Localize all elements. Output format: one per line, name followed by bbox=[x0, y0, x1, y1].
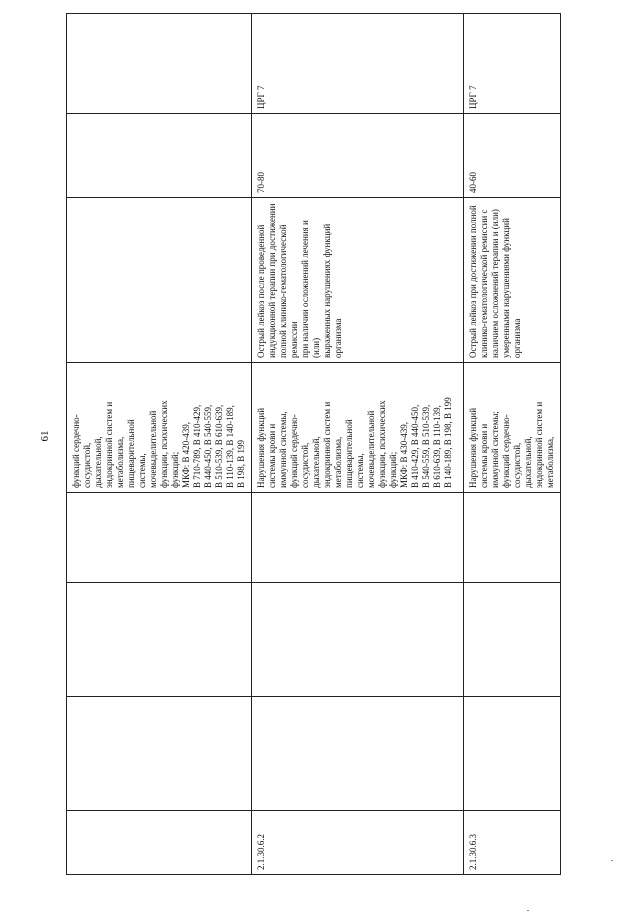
rotated-table-container bbox=[66, 14, 555, 875]
cell-code: 2.1.30.6.3 bbox=[464, 811, 561, 875]
scan-speck bbox=[611, 860, 613, 861]
cell-empty bbox=[252, 583, 464, 697]
cell-cpg bbox=[67, 14, 252, 114]
scan-speck bbox=[527, 910, 529, 911]
cell-code: 2.1.30.6.2 bbox=[252, 811, 464, 875]
cell-cpg: ЦРГ 7 bbox=[464, 14, 561, 114]
table-row bbox=[252, 14, 464, 875]
table-row bbox=[67, 14, 252, 875]
cell-description: Острый лейкоз при достижении полной клинико-гематологической ремиссии с наличием осложнений терапии и (или) умеренными нарушениями функций организма bbox=[464, 198, 561, 363]
cell-disorders: Нарушения функций системы крови и иммунной системы, функций сердечно- сосудистой, дыхательной, эндокринной систем и метаболизма, пищеварительной системы, мочевыделительной функции, психических функций; МКФ: В 430-439, В 410-429, В 440-450, В 540-559, В 510-539, В 610-639, В 110-139, В 140-189, В 198, В 199 bbox=[252, 363, 464, 493]
cell-description: Острый лейкоз после проведенной индукционной терапии при достижении полной клинико-гематологической ремиссии при наличии осложнений лечения и (или) выраженных нарушениях функций организма bbox=[252, 198, 464, 363]
table-row bbox=[464, 14, 561, 875]
cell-empty bbox=[464, 697, 561, 811]
cell-empty bbox=[67, 493, 252, 583]
cell-percent: 40-60 bbox=[464, 114, 561, 198]
cell-empty bbox=[252, 697, 464, 811]
cell-percent: 70-80 bbox=[252, 114, 464, 198]
cell-disorders: Нарушения функций системы крови и иммунной системы; функций сердечно- сосудистой, дыхательной, эндокринной систем и метаболизма, bbox=[464, 363, 561, 493]
cell-disorders: функций сердечно- сосудистой, дыхательной, эндокринной систем и метаболизма, пищеварительной системы, мочевыделительной функции, психических функций; МКФ: В 420-439, В 710-789, В 410-429, В 440-450, В 540-559, В 510-539, В 610-639, В 110-139, В 140-189, В 198, В 199 bbox=[67, 363, 252, 493]
cell-code bbox=[67, 811, 252, 875]
cell-empty bbox=[67, 697, 252, 811]
page-number: 61 bbox=[39, 430, 51, 442]
cell-empty bbox=[464, 493, 561, 583]
disability-criteria-table bbox=[66, 13, 561, 875]
cell-cpg: ЦРГ 7 bbox=[252, 14, 464, 114]
cell-empty bbox=[252, 493, 464, 583]
cell-description bbox=[67, 198, 252, 363]
cell-percent bbox=[67, 114, 252, 198]
cell-empty bbox=[67, 583, 252, 697]
cell-empty bbox=[464, 583, 561, 697]
